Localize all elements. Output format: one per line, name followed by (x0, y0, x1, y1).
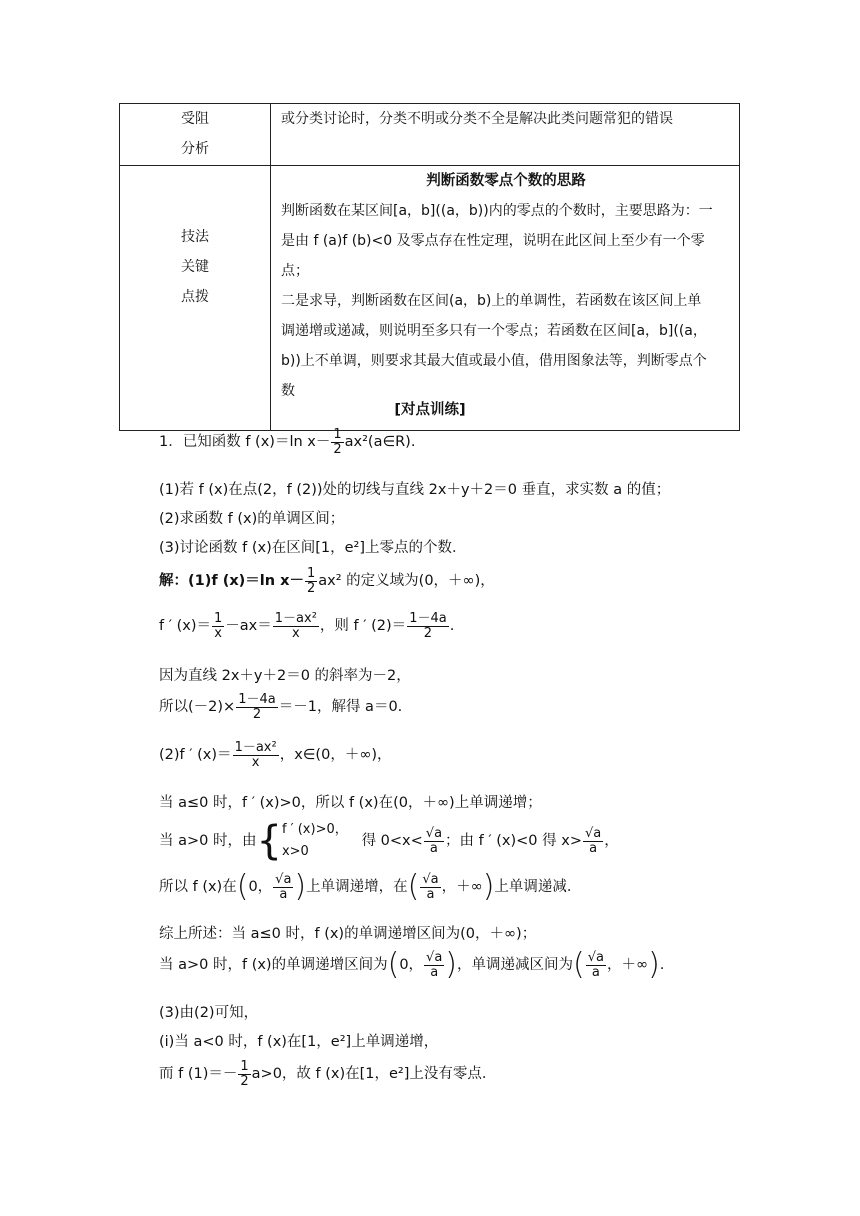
denominator: a (589, 840, 598, 856)
right-paren-icon: ) (294, 869, 307, 904)
text: 上单调递增，在 (306, 879, 408, 895)
denominator: x (291, 625, 300, 641)
right-paren-icon: ) (648, 947, 660, 982)
left-paren-icon: ( (387, 947, 400, 982)
solution-line: (ⅰ)当 a<0 时，f (x)在[1，e²]上单调递增， (159, 1034, 439, 1050)
numerator: 1 (214, 611, 223, 626)
content-line: b))上不单调，则要求其最大值或最小值，借用图象法等，判断零点个 (281, 353, 707, 369)
text: ；由 f ′ (x)<0 得 x> (445, 833, 582, 849)
text: . (449, 618, 455, 635)
system-line: x>0 (281, 844, 309, 859)
numerator: 1－4a (238, 692, 276, 707)
solution-line (159, 1060, 496, 1088)
question-3: (3)讨论函数 f (x)在区间[1，e²]上零点的个数． (159, 540, 467, 556)
numerator: √a (426, 949, 443, 965)
text: ax² 的定义域为(0，＋∞)， (318, 573, 495, 590)
solution-line (159, 869, 582, 904)
left-paren-icon: ( (236, 869, 249, 904)
table-row (120, 104, 740, 166)
numerator: 1 (333, 427, 342, 442)
solution-line (159, 693, 402, 721)
solution-line (159, 567, 495, 595)
denominator: 2 (423, 625, 433, 641)
fraction (407, 612, 449, 640)
solution-line (159, 612, 454, 640)
content-line: 调递增或递减，则说明至多只有一个零点；若函数在区间[a，b]((a， (281, 323, 707, 339)
fraction (305, 567, 317, 595)
solution-line: 综上所述：当 a≤0 时，f (x)的单调递增区间为(0，＋∞)； (159, 926, 537, 942)
fraction (424, 951, 444, 979)
content-line: 数 (281, 383, 295, 399)
text: ＝－1，解得 a＝0. (278, 699, 403, 716)
label-line: 受阻 (181, 111, 209, 127)
fraction (273, 612, 319, 640)
numerator: √a (275, 871, 292, 887)
text: 解：(1)f (x)＝ln x－ (159, 573, 304, 590)
label-line: 点拨 (181, 289, 209, 305)
label-line: 关键 (181, 259, 209, 275)
tip-heading: 判断函数零点个数的思路 (426, 173, 586, 189)
left-brace-icon: { (256, 818, 282, 864)
text: 当 a>0 时，f (x)的单调递增区间为 (159, 957, 388, 973)
content-line: 是由 f (a)f (b)<0 及零点存在性定理，说明在此区间上至少有一个零点； (281, 233, 705, 279)
denominator: 2 (240, 1073, 249, 1089)
row-content (271, 166, 740, 431)
inequality-system (282, 819, 348, 863)
denominator: 2 (333, 441, 342, 457)
numerator: 1－ax² (234, 740, 277, 755)
solution-line (159, 741, 392, 769)
text: 当 a>0 时，由 (159, 833, 257, 849)
denominator: a (429, 840, 438, 856)
denominator: 2 (307, 580, 316, 596)
denominator: a (591, 964, 600, 980)
problem-intro (159, 428, 415, 456)
text: 1．已知函数 f (x)＝ln x－ (159, 434, 331, 451)
text: ，x∈(0，＋∞)， (279, 747, 392, 764)
text: f ′ (x)＝ (159, 618, 212, 635)
denominator: x (214, 625, 222, 641)
solution-line (159, 819, 619, 863)
numerator: 1 (240, 1059, 249, 1074)
text: 而 f (1)＝－ (159, 1066, 238, 1083)
numerator: 1－ax² (274, 611, 317, 626)
numerator: √a (587, 949, 604, 965)
left-paren-icon: ( (407, 869, 420, 904)
text: －ax＝ (225, 618, 272, 635)
text: 0， (248, 879, 273, 895)
content-line: 二是求导，判断函数在区间(a，b)上的单调性，若函数在该区间上单 (281, 293, 702, 309)
text: ax²(a∈R). (344, 434, 416, 451)
text: . (659, 957, 665, 973)
text: 所以(－2)× (159, 699, 236, 716)
numerator: √a (422, 871, 439, 887)
denominator: 2 (252, 706, 262, 722)
denominator: a (279, 886, 288, 902)
text: a>0，故 f (x)在[1，e²]上没有零点． (251, 1066, 497, 1083)
fraction (586, 951, 606, 979)
analysis-table (119, 103, 740, 431)
label-line: 技法 (181, 229, 209, 245)
label-line: 分析 (181, 141, 209, 157)
content-line: 判断函数在某区间[a，b]((a，b))内的零点的个数时，主要思路为：一 (281, 203, 713, 219)
text: ，单调递减区间为 (457, 957, 574, 973)
table-row (120, 166, 740, 431)
fraction (233, 741, 279, 769)
row-label (120, 104, 271, 166)
right-paren-icon: ) (445, 947, 458, 982)
denominator: a (426, 886, 435, 902)
fraction (583, 827, 603, 855)
solution-line (159, 947, 665, 982)
numerator: √a (584, 825, 602, 841)
fraction (273, 873, 293, 901)
solution-line: 当 a≤0 时，f ′ (x)>0，所以 f (x)在(0，＋∞)上单调递增； (159, 795, 542, 811)
question-2: (2)求函数 f (x)的单调区间； (159, 511, 345, 527)
text: (2)f ′ (x)＝ (159, 747, 232, 764)
fraction (212, 612, 224, 640)
question-1: (1)若 f (x)在点(2，f (2))处的切线与直线 2x＋y＋2＝0 垂直，求实数 a 的值； (159, 482, 671, 498)
right-paren-icon: ) (482, 869, 495, 904)
fraction (331, 428, 343, 456)
fraction (238, 1060, 250, 1088)
fraction (424, 827, 444, 855)
row-content (271, 104, 740, 166)
numerator: √a (425, 825, 443, 841)
text: ，则 f ′ (2)＝ (319, 618, 407, 635)
numerator: 1－4a (409, 611, 447, 626)
content-line: 或分类讨论时，分类不明或分类不全是解决此类问题常犯的错误 (281, 111, 673, 127)
text: 上单调递减． (494, 879, 582, 895)
section-title: [对点训练] (394, 402, 466, 418)
row-label (120, 166, 271, 431)
numerator: 1 (307, 566, 316, 581)
text: ， (604, 833, 619, 849)
text: 0， (399, 957, 424, 973)
text: ，＋∞ (606, 957, 649, 973)
solution-line: 因为直线 2x＋y＋2＝0 的斜率为－2， (159, 668, 411, 684)
denominator: x (251, 754, 260, 770)
fraction (236, 693, 278, 721)
denominator: a (430, 964, 439, 980)
text: ，＋∞ (441, 879, 483, 895)
solution-line: (3)由(2)可知， (159, 1005, 259, 1021)
text: 所以 f (x)在 (159, 879, 237, 895)
fraction (420, 873, 440, 901)
system-line: f ′ (x)>0， (281, 822, 348, 837)
text: 得 0<x< (361, 833, 423, 849)
left-paren-icon: ( (573, 947, 585, 982)
